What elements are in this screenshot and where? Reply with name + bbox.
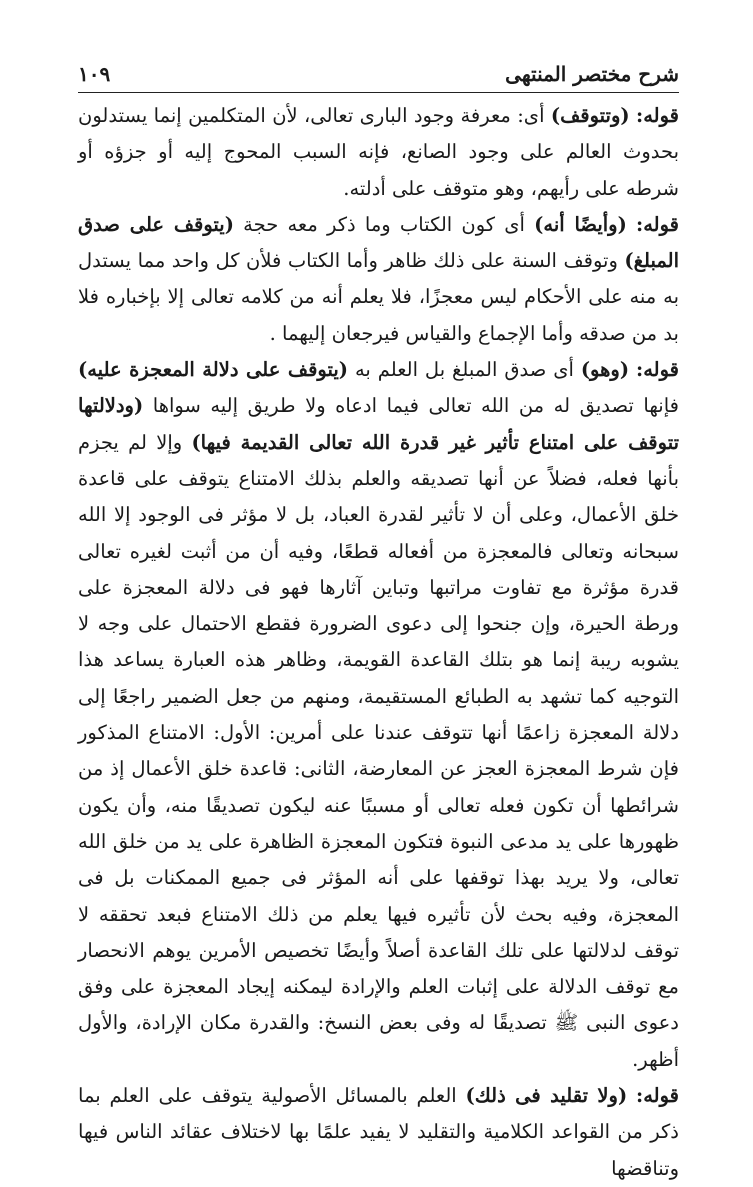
commentary-text: أى: معرفة وجود البارى تعالى، لأن المتكلمين إنما يستدلون بحدوث العالم على وجود الصانع، فإنه السبب المحوج إليه أو جزؤه أو شرطه على رأيهم، وهو متوقف على أدلته. — [78, 104, 679, 200]
header-rule — [78, 92, 679, 93]
paragraph-2 — [78, 207, 679, 352]
commentary-text: العلم بالمسائل الأصولية يتوقف على العلم بما ذكر من القواعد الكلامية والتقليد لا يفيد علمًا بها لاختلاف عقائد الناس فيها وتناقضها — [78, 1084, 679, 1180]
quoted-matn: (يتوقف على صدق المبلغ) — [78, 212, 679, 273]
commentary-text: وتوقف السنة على ذلك ظاهر وأما الكتاب فلأن كل واحد مما يستدل به منه على الأحكام ليس معجزًا، فلا يعلم أنه من كلامه تعالى إلا بإخباره فلا بد من صدقه وأما الإجماع والقياس فيرجعان إليهما . — [78, 249, 679, 345]
commentary-lead: قوله: — [636, 1084, 679, 1108]
commentary-lead: قوله: — [636, 358, 679, 382]
paragraph-4 — [78, 1078, 679, 1187]
quoted-matn: (وأيضًا أنه) — [534, 212, 627, 236]
commentary-text: وإلا لم يجزم بأنها فعله، فضلاً عن أنها تصديقه والعلم بذلك الامتناع يتوقف على قاعدة خلق الأعمال، وعلى أن لا تأثير لقدرة العباد، بل لا مؤثر فى الوجود إلا الله سبحانه وتعالى فالمعجزة من أفعاله قطعًا، وفيه أن من أثبت لغيره تعالى قدرة مؤثرة مع تفاوت مراتبها وتباين آثارها فهو فى دلالة المعجزة على ورطة الحيرة، وإن جنحوا إلى دعوى الضرورة فقطع الاحتمال على وجه لا يشوبه ريبة إنما هو بتلك القاعدة القويمة، وظاهر هذه العبارة يساعد هذا التوجيه كما تشهد به الطبائع المستقيمة، ومنهم من جعل الضمير راجعًا إلى دلالة المعجزة زاعمًا أنها تتوقف عندنا على أمرين: الأول: الامتناع المذكور فإن شرط المعجزة العجز عن المعارضة، الثانى: قاعدة خلق الأعمال إذ من شرائطها أن تكون فعله تعالى أو مسببًا عنه ليكون تصديقًا منه، وأن يكون ظهورها على يد مدعى النبوة فتكون المعجزة الظاهرة على يد من خلق الله تعالى، ولا يريد بهذا توقفها على أنه المؤثر فى جميع الممكنات بل فى المعجزة، وفيه بحث لأن تأثيره فيها يعلم من ذلك الامتناع فبعد تحققه لا توقف لدلالتها على تلك القاعدة أصلاً وأيضًا تخصيص الأمرين يوهم الانحصار مع توقف الدلالة على إثبات العلم والإرادة ليمكنه إيجاد المعجزة على وفق دعوى النبى ﷺ تصديقًا له وفى بعض النسخ: والقدرة مكان الإرادة، والأول أظهر. — [78, 430, 679, 1071]
commentary-text: فإنها تصديق له من الله تعالى فيما ادعاه ولا طريق إليه سواها — [152, 394, 679, 418]
commentary-lead: قوله: — [636, 104, 679, 127]
commentary-lead: قوله: — [636, 212, 680, 236]
paragraph-1 — [78, 98, 679, 207]
quoted-matn: (وهو) — [580, 358, 630, 382]
paragraph-3 — [78, 352, 679, 1078]
quoted-matn: (ولا تقليد فى ذلك) — [465, 1084, 628, 1108]
body-text — [78, 98, 679, 1187]
quoted-matn: (ودلالتها تتوقف على امتناع تأثير غير قدرة الله تعالى القديمة فيها) — [78, 394, 680, 454]
page-header — [78, 56, 679, 92]
commentary-text: أى كون الكتاب وما ذكر معه حجة — [243, 212, 525, 236]
quoted-matn: (وتتوقف) — [550, 104, 630, 127]
quoted-matn: (يتوقف على دلالة المعجزة عليه) — [78, 358, 349, 382]
commentary-text: أى صدق المبلغ بل العلم به — [354, 358, 574, 382]
running-title: شرح مختصر المنتهى — [505, 62, 679, 86]
page-number: ١٠٩ — [78, 62, 111, 86]
